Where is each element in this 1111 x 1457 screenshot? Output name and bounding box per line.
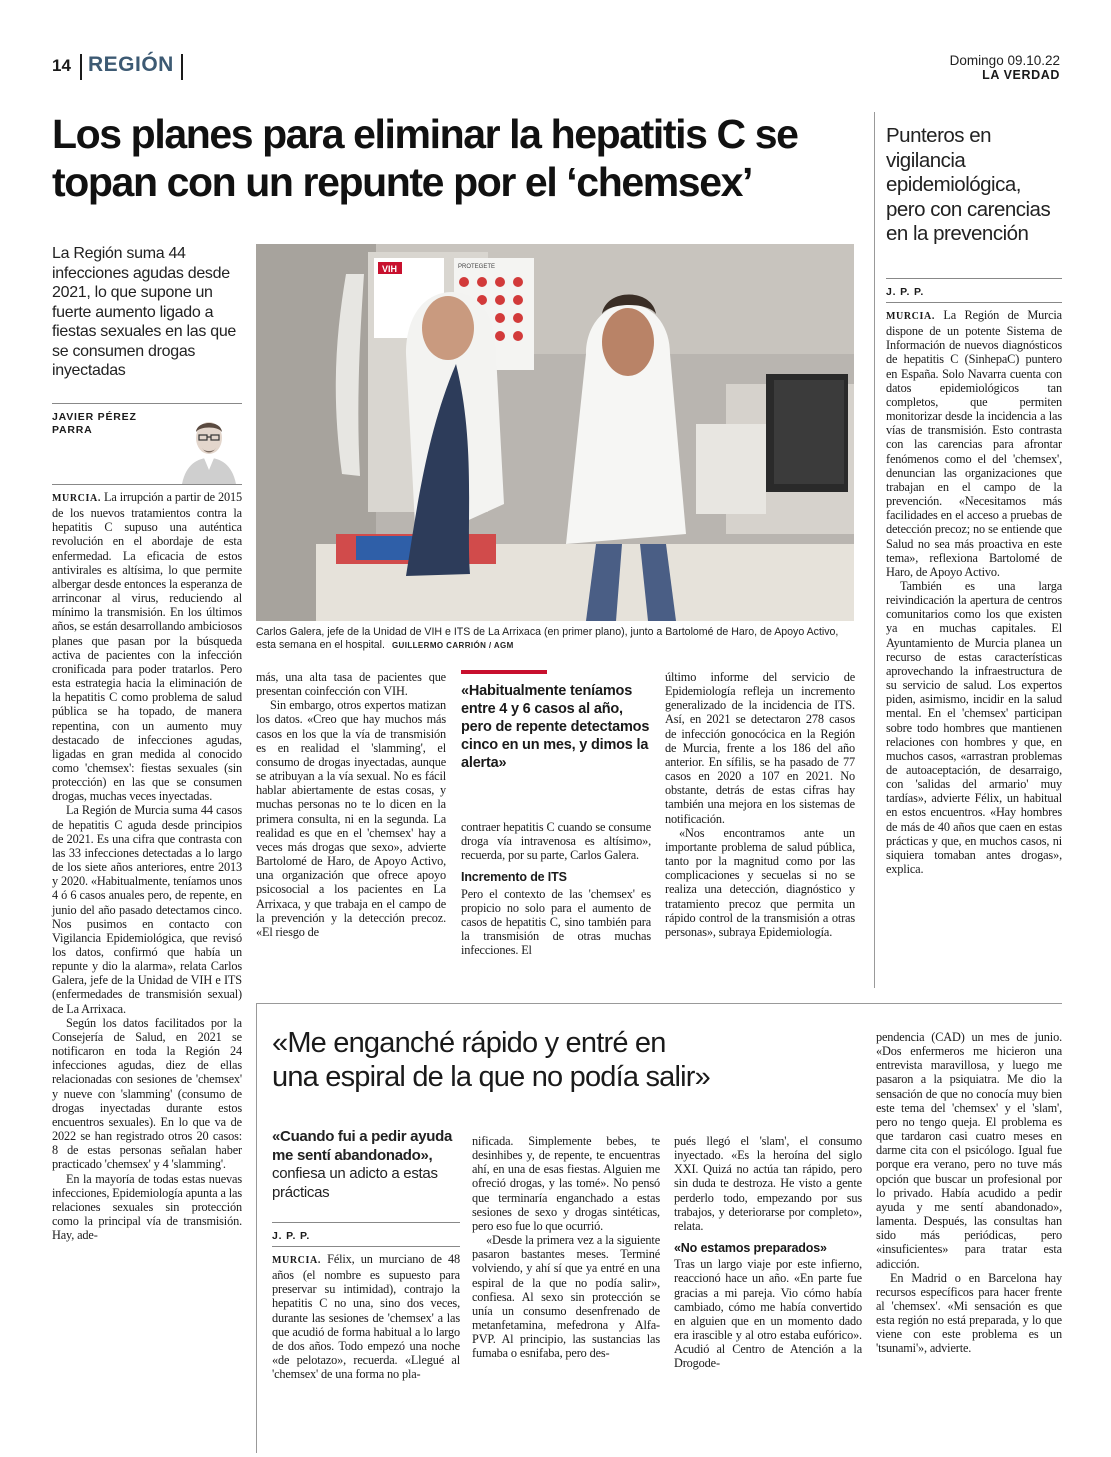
pull-quote-accent: [461, 670, 547, 674]
box-c1-p1: Félix, un murciano de 48 años (el nombre es supuesto para preservar su intimidad), contrajo la hepatitis C no una, sino dos veces, durante las sesiones de 'chemsex' a las que acudió de forma habitual a lo largo de dos años. Todo empezó una noche «de pelotazo», recuerda. «Llegué al 'chemsex' de una forma no pla-: [272, 1252, 460, 1382]
box-deck: [272, 1128, 460, 1202]
box-headline-line-2: una espiral de la que no podía salir»: [272, 1061, 710, 1093]
author-rule: [52, 403, 242, 404]
newspaper-name: LA VERDAD: [982, 68, 1060, 82]
box-c4-p1: pendencia (CAD) un mes de junio. «Dos enfermeros me hicieron una entrevista maravillosa, y luego me pasaron a la psiquiatra. Me dio la sensación de que no conocía muy bien este tema del 'chemsex' y el 'slam', pero no tengo queja. El problema es que tardaron casi cuatro meses en darme cita con el psicólogo. Igual fue porque era verano, pero no tuve más opción que buscar un profesional por lo privado. Había acudido a pedir ayuda y me sentí abandonado», lamenta. Después, las consultas han sido más periódicas, pero «insuficientes» para tratar esta adicción.: [876, 1030, 1062, 1271]
box-byline: J. P. P.: [272, 1230, 311, 1242]
photo-credit: GUILLERMO CARRIÓN / AGM: [391, 641, 514, 650]
main-col2-p1: más, una alta tasa de pacientes que presentan coinfección con VIH.: [256, 670, 446, 699]
main-column-4: [665, 670, 855, 939]
header-divider-left: [80, 54, 82, 80]
box-c4-p2: En Madrid o en Barcelona hay recursos específicos para hacer frente al 'chemsex'. «Mi sensación es que esta región no está preparada, y lo que viene con este problema es un 'tsunami'», advierte.: [876, 1270, 1062, 1356]
author-name-1: JAVIER PÉREZ: [52, 411, 137, 423]
main-col1-p1: La irrupción a partir de 2015 de los nuevos tratamientos contra la hepatitis C supuso una auténtica revolución en el abordaje de esta enfermedad. La eficacia de estos antivirales es altísima, lo que permite albergar desde entonces la esperanza de arrinconar al virus, reduciendo al mínimo la transmisión. En los últimos años, se están desarrollando ambiciosos planes que pasan por la búsqueda activa de pacientes con la infección cronificada para poder tratarlos. Pero esta estrategia hacia la eliminación de la hepatitis C como problema de salud pública se ha topado, de manera repentina, con un aumento muy destacado de infecciones agudas, ligadas en gran medida al conocido como 'chemsex': fiestas sexuales (sin protección) en las que se consumen drogas, muchas veces inyectadas.: [52, 490, 242, 804]
main-column-2: [256, 670, 446, 939]
box-column-1: [272, 1252, 460, 1381]
box-c3-p2: Tras un largo viaje por este infierno, reaccionó hace un año. «En parte fue gracias a mi pareja. Vio cómo había cambiado, cómo me había convertido en alguien que en un momento dado era irascible y al otro estaba eufórico». Acudió al Centro de Atención a la Drogode-: [674, 1257, 862, 1371]
main-column-1: [52, 490, 242, 1242]
main-col3-p2: Pero el contexto de las 'chemsex' es propicio no solo para el aumento de casos de hepatitis C, sino también para la transmisión de otras muchas infecciones. El: [461, 886, 651, 958]
box-top-rule: [256, 1003, 1062, 1004]
main-col4-p1: último informe del servicio de Epidemiología refleja un incremento generalizado de la incidencia de ITS. Así, en 2021 se detectaron 278 casos de infección gonocócica en la Región de Murcia, frente a los 186 del año anterior. En sífilis, se ha pasado de 77 casos en 2020 a 107 en 2021. No obstante, detrás de estas cifras hay también una mejora en los sistemas de notificación.: [665, 670, 855, 826]
sidebar-p1: La Región de Murcia dispone de un potente Sistema de Información de nuevos diagnósticos de hepatitis C (SinhepaC) puntero en España. Solo Navarra cuenta con datos epidemiológicos tan completos, que permiten monitorizar desde la incidencia a las vías de transmisión. Esto contrasta con las carencias para afrontar fenómenos como el del 'chemsex', denuncian las organizaciones que trabajan en el campo de la prevención. «Necesitamos más facilidades en el acceso a pruebas de detección precoz; no se entiende que Salud no sea más proactiva en este tema», reflexiona Bartolomé de Haro, de Apoyo Activo.: [886, 308, 1062, 579]
sidebar-rule-2: [886, 302, 1062, 303]
pull-quote: «Habitualmente teníamos entre 4 y 6 casos al año, pero de repente detectamos cinco en un mes, y dimos la alerta»: [461, 683, 650, 771]
box-column-4: [876, 1030, 1062, 1356]
page-number: 14: [52, 56, 71, 75]
box-byline-rule: [272, 1222, 460, 1223]
main-column-3: [461, 820, 651, 957]
author-photo: [178, 408, 240, 484]
box-byline-rule-2: [272, 1246, 460, 1247]
box-location: MURCIA.: [272, 1255, 321, 1266]
main-location: MURCIA.: [52, 493, 101, 504]
photo-caption-text: Carlos Galera, jefe de la Unidad de VIH e ITS de La Arrixaca (en primer plano), junto a Bartolomé de Haro, de Apoyo Activo, esta semana en el hospital.: [256, 626, 839, 651]
photo-poster-vih: VIH: [382, 264, 398, 274]
box-headline: [272, 1026, 872, 1094]
box-deck-quote: «Cuando fui a pedir ayuda me sentí abandonado»,: [272, 1128, 453, 1164]
sidebar-body: [886, 308, 1062, 876]
author-name-2: PARRA: [52, 424, 93, 436]
main-headline: [52, 110, 872, 206]
sidebar-left-rule: [874, 112, 875, 988]
main-col1-p3: Según los datos facilitados por la Consejería de Salud, en 2021 se notificaron en toda la Región 24 infecciones agudas, diez de ellas relacionadas con sesiones de 'chemsex' y nueve con 'slamming' (consumo de drogas inyectadas durante estos encuentros sexuales). En lo que va de 2022 se han registrado otros 20 casos: 8 de estas personas señalan haber practicado 'chemsex' y 4 'slamming'.: [52, 1015, 242, 1172]
main-headline-line-1: Los planes para eliminar la hepatitis C se: [52, 111, 798, 157]
issue-date: Domingo 09.10.22: [949, 53, 1060, 68]
header-divider-right: [181, 54, 183, 80]
box-headline-line-1: «Me enganché rápido y entré en: [272, 1027, 666, 1059]
sidebar-rule: [886, 278, 1062, 279]
main-col3-subhead: Incremento de ITS: [461, 870, 567, 885]
sidebar-byline: J. P. P.: [886, 286, 925, 298]
box-c2-p2: «Desde la primera vez a la siguiente pasaron bastantes meses. Terminé volviendo, y ahí sí que ya entré en una espiral de la que no podía salir», confiesa. Al sexo sin protección se unía un consumo desenfrenado de metanfetamina, mefedrona y Alfa-PVP. Al principio, las sustancias las fumaba o esnifaba, pero des-: [472, 1233, 660, 1361]
section-label: REGIÓN: [88, 53, 174, 76]
main-deck: La Región suma 44 infecciones agudas desde 2021, lo que supone un fuerte aumento ligado a fiestas sexuales en las que se consumen drogas inyectadas: [52, 245, 237, 379]
box-c2-p1: nificada. Simplemente bebes, te desinhibes y, de repente, te encuentras ahí, en una de esas fiestas. Alguien me ofreció drogas, y las tomé». No pensó que terminaría enganchado a estas sesiones de sexo y drogas sintéticas, pero eso fue lo que ocurrió.: [472, 1134, 660, 1233]
main-col3-p1: contraer hepatitis C cuando se consume droga vía intravenosa es altísimo», recuerda, por su parte, Carlos Galera.: [461, 820, 651, 863]
box-deck-rest: confiesa un adicto a estas prácticas: [272, 1165, 438, 1201]
main-col2-p2: Sin embargo, otros expertos matizan los datos. «Creo que hay muchos más casos en los que la vía de transmisión es en realidad el 'slamming', el consumo de drogas inyectadas, aunque se atribuyan a la vía sexual. No es fácil hablar abiertamente de estas cosas, y muchas personas no te lo dicen en la primera consulta, ni en la segunda. La realidad es que en el 'chemsex' hay a veces más drogas que sexo», advierte Bartolomé de Haro, de Apoyo Activo, una organización que ofrece apoyo psicosocial a los pacientes en La Arrixaca, y que trabaja en el campo de la prevención y la detección precoz. «El riesgo de: [256, 698, 446, 939]
main-photo: [256, 244, 854, 621]
box-c3-subhead: «No estamos preparados»: [674, 1241, 827, 1256]
box-left-rule: [256, 1003, 257, 1453]
author-rule-bottom: [52, 484, 242, 485]
photo-caption: [256, 626, 854, 652]
photo-poster-text: PROTEGETE: [458, 264, 496, 270]
box-column-3: [674, 1134, 862, 1371]
main-headline-line-2: topan con un repunte por el ‘chemsex’: [52, 159, 752, 205]
sidebar-headline: Punteros en vigilancia epidemiológica, pero con carencias en la prevención: [886, 124, 1051, 245]
box-column-2: [472, 1134, 660, 1361]
box-c3-p1: pués llegó el 'slam', el consumo inyectado. «Es la heroína del siglo XXI. Quizá no actúa tan rápido, pero sin duda te destroza. He visto a gente perderlo todo, empezando por sus trabajos, y deteriorarse por completo», relata.: [674, 1134, 862, 1233]
main-col1-p4: En la mayoría de todas estas nuevas infecciones, Epidemiología apunta a las relaciones sexuales sin protección como la principal vía de transmisión. Hay, ade-: [52, 1171, 242, 1243]
main-col1-p2: La Región de Murcia suma 44 casos de hepatitis C aguda desde principios de 2021. Es una cifra que contrasta con las 33 infecciones detectadas a lo largo de los siete años anteriores, entre 2013 y 2020. «Habitualmente, teníamos unos 4 ó 6 casos anuales pero, de repente, en junio del año pasado detectamos cinco. Nos pusimos en contacto con Vigilancia Epidemiológica, que revisó los datos, confirmó que había un repunte y dio la alarma», relata Carlos Galera, jefe de la Unidad de VIH e ITS (enfermedades de transmisión sexual) de La Arrixaca.: [52, 803, 242, 1016]
main-col4-p2: «Nos encontramos ante un importante problema de salud pública, tanto por la magnitud como por las complicaciones y secuelas si no se realiza una detección, diagnóstico y tratamiento precoz que permita un rápido control de la transmisión a otras personas», subraya Epidemiología.: [665, 825, 855, 939]
sidebar-location: MURCIA.: [886, 311, 935, 322]
sidebar-p2: También es una larga reivindicación la apertura de centros comunitarios como los que existen ya en muchas capitales. El Ayuntamiento de Murcia planea un recurso de estas características aprovechando la infraestructura de su servicio de salud. Los expertos piden, asimismo, incidir en la salud mental. En el 'chemsex' participan sobre todo hombres que mantienen relaciones con hombres y que, en muchos casos, «arrastran problemas de autoaceptación, de desarraigo, con 'salidas del armario' muy tardías», advierte Félix, un habitual en estos encuentros. «Hay hombres de más de 40 años que caen en estas prácticas y que, en muchos casos, ni siquiera tomaban antes drogas», explica.: [886, 578, 1062, 877]
